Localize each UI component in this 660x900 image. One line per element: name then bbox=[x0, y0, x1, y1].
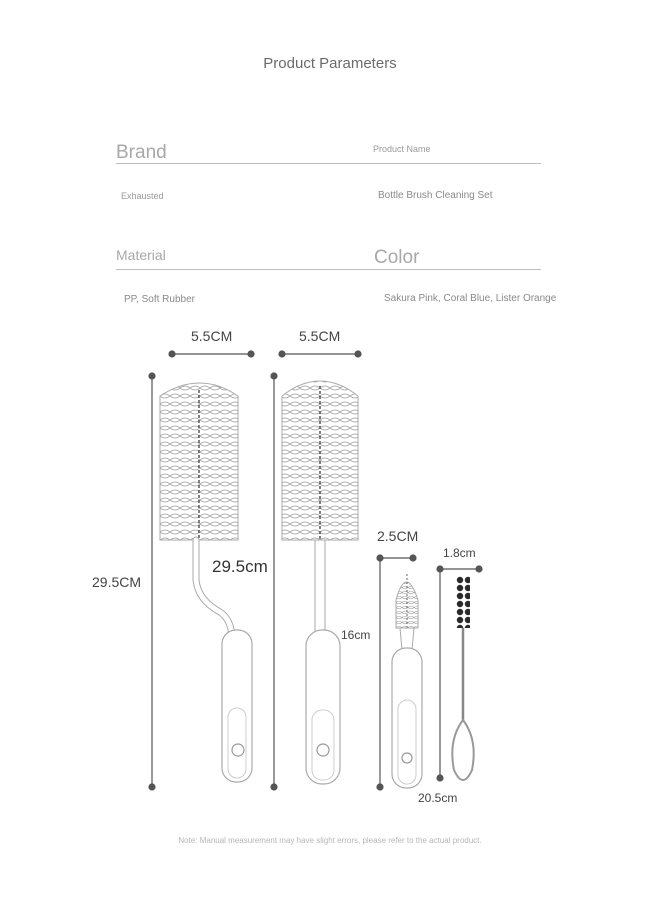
brush-2 bbox=[282, 381, 358, 784]
brush3-height-label: 16cm bbox=[341, 628, 371, 642]
brand-label: Brand bbox=[116, 142, 167, 163]
measurement-note: Note: Manual measurement may have slight errors, please refer to the actual product. bbox=[178, 836, 482, 845]
product-name-value: Bottle Brush Cleaning Set bbox=[378, 190, 493, 201]
brush1-width-label: 5.5CM bbox=[191, 328, 233, 344]
brush2-width-label: 5.5CM bbox=[299, 328, 341, 344]
brush4-width-label: 1.8cm bbox=[443, 546, 476, 560]
material-label: Material bbox=[116, 247, 166, 263]
brush1-height-label: 29.5CM bbox=[92, 574, 142, 590]
brush3-width-label: 2.5CM bbox=[377, 528, 419, 544]
brand-value: Exhausted bbox=[121, 191, 164, 201]
brush2-height-label: 29.5cm bbox=[212, 557, 268, 576]
brush-1 bbox=[160, 383, 252, 782]
brush-4 bbox=[452, 576, 473, 780]
product-name-label: Product Name bbox=[373, 144, 431, 154]
color-value: Sakura Pink, Coral Blue, Lister Orange bbox=[384, 293, 557, 304]
page-title: Product Parameters bbox=[263, 55, 397, 72]
brush-3 bbox=[392, 574, 422, 788]
material-value: PP, Soft Rubber bbox=[124, 294, 195, 305]
color-label: Color bbox=[374, 247, 420, 268]
brush4-height-label: 20.5cm bbox=[418, 791, 458, 805]
